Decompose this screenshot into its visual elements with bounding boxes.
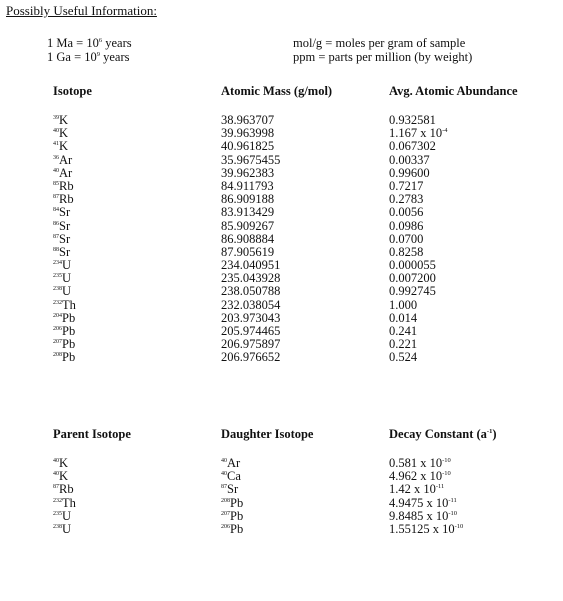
daughter-column	[221, 457, 243, 536]
unit-ppm: ppm = parts per million (by weight)	[293, 50, 473, 64]
mass-number: 238	[53, 523, 62, 530]
element-symbol: K	[59, 456, 69, 470]
mass-number: 235	[53, 510, 62, 517]
unit-ma: 1 $Ma = 10^6$ years	[47, 36, 132, 50]
element-symbol: K	[59, 126, 69, 141]
atomic-mass-cell: 232.038054	[221, 297, 281, 312]
mass-number: 232	[53, 497, 62, 504]
unit-molg: mol/g = moles per gram of sample	[293, 36, 466, 50]
mass-number: 40	[221, 458, 227, 464]
mass-number: 40	[221, 471, 227, 478]
element-symbol: Pb	[62, 324, 76, 338]
mass-number: 232	[53, 299, 62, 306]
mass-number: 41	[53, 141, 59, 148]
value-text: 4.962 x 10	[389, 469, 443, 484]
exponent: -10	[448, 509, 458, 517]
value-text: 0.00337	[389, 152, 430, 167]
element-symbol: U	[62, 271, 72, 286]
exponent: -10	[442, 457, 451, 464]
value-text: 0.007200	[389, 271, 436, 286]
element-symbol: Pb	[62, 350, 76, 365]
value-text: 0.241	[389, 324, 418, 338]
element-symbol: K	[59, 113, 69, 127]
element-symbol: Sr	[59, 218, 71, 233]
mass-number: 204	[53, 312, 62, 319]
mass-header: Atomic Mass (g/mol)	[221, 84, 333, 98]
element-symbol: Sr	[59, 205, 71, 220]
mass-number: 84	[53, 207, 59, 214]
exponent: -10	[454, 522, 464, 530]
mass-number: 87	[53, 233, 59, 240]
value-text: 1.42 x 10	[389, 482, 436, 497]
constant-column	[389, 457, 463, 536]
page-heading: Possibly Useful Information:	[6, 3, 157, 18]
element-symbol: K	[59, 469, 69, 484]
value-text: 0.8258	[389, 244, 424, 259]
value-text: 9.8485 x 10	[389, 508, 449, 523]
value-text: 0.99600	[389, 165, 430, 180]
element-symbol: Pb	[230, 495, 244, 510]
mass-number: 235	[53, 273, 62, 280]
mass-number: 208	[53, 352, 62, 359]
value-text: 0.0700	[389, 231, 424, 246]
mass-number: 207	[53, 339, 62, 346]
atomic-mass-cell: 39.962383	[221, 165, 275, 180]
mass-number: 207	[221, 510, 230, 517]
mass-number: 206	[53, 326, 62, 332]
abundance-column	[389, 114, 448, 365]
atomic-mass-cell: 86.908884	[221, 231, 275, 246]
mass-number: 40	[53, 167, 59, 174]
mass-number: 87	[221, 484, 227, 491]
element-symbol: Ca	[227, 469, 241, 484]
mass-number: 40	[53, 458, 59, 464]
mass-number: 87	[53, 484, 59, 491]
mass-number: 86	[53, 220, 59, 227]
value-text: 0.000055	[389, 258, 436, 273]
element-symbol: Rb	[59, 178, 74, 193]
value-text: 1.55125 x 10	[389, 521, 455, 536]
mass-number: 88	[53, 246, 59, 253]
atomic-mass-cell: 35.9675455	[221, 152, 281, 167]
element-symbol: Rb	[59, 192, 74, 207]
value-text: 0.581 x 10	[389, 456, 443, 470]
mass-number: 206	[221, 523, 230, 530]
parent-column	[53, 457, 76, 536]
atomic-mass-cell: 203.973043	[221, 310, 281, 325]
value-text: 0.067302	[389, 139, 436, 154]
value-text: 0.221	[389, 337, 418, 352]
atomic-mass-cell: 40.961825	[221, 139, 275, 154]
exponent: -4	[442, 127, 448, 135]
element-symbol: Pb	[62, 310, 76, 325]
unit-ga: 1 $Ga = 10^9$ years	[47, 50, 130, 64]
parent-header: Parent Isotope	[53, 427, 131, 441]
element-symbol: Ar	[59, 165, 73, 180]
element-symbol: Th	[62, 495, 76, 510]
element-symbol: Pb	[230, 521, 244, 536]
atomic-mass-cell: 39.963998	[221, 126, 275, 141]
mass-number: 39	[53, 115, 59, 121]
element-symbol: Ar	[227, 456, 241, 470]
element-symbol: U	[62, 508, 72, 523]
exponent: -11	[435, 483, 445, 491]
element-symbol: Pb	[62, 337, 76, 352]
abundance-header: Avg. Atomic Abundance	[389, 84, 518, 98]
atomic-mass-cell: 38.963707	[221, 113, 275, 127]
value-text: 1.000	[389, 297, 418, 312]
daughter-isotope-cell	[221, 523, 243, 536]
value-text: 1.167 x 10	[389, 126, 443, 141]
atomic-mass-cell: 235.043928	[221, 271, 281, 286]
abundance-cell	[389, 351, 448, 364]
daughter-header: Daughter Isotope	[221, 427, 314, 441]
isotope-column	[53, 114, 76, 365]
element-symbol: Th	[62, 297, 76, 312]
mass-number: 85	[53, 180, 59, 187]
mass-number: 234	[53, 260, 62, 267]
value-text: 0.932581	[389, 113, 436, 127]
value-text: 0.0056	[389, 205, 424, 220]
element-symbol: Sr	[227, 482, 239, 497]
exponent: -11	[448, 496, 457, 504]
element-symbol: Pb	[230, 508, 244, 523]
atomic-mass-cell: 86.909188	[221, 192, 275, 207]
exponent: -10	[442, 470, 451, 478]
mass-number: 40	[53, 128, 59, 135]
mass-number: 238	[53, 286, 62, 293]
element-symbol: U	[62, 521, 72, 536]
value-text: 0.992745	[389, 284, 436, 299]
atomic-mass-cell: 84.911793	[221, 178, 274, 193]
value-text: 0.014	[389, 310, 418, 325]
value-text: 0.2783	[389, 192, 424, 207]
value-text: 0.7217	[389, 178, 424, 193]
atomic-mass-cell: 238.050788	[221, 284, 281, 299]
atomic-mass-cell: 85.909267	[221, 218, 275, 233]
value-text: 0.524	[389, 350, 418, 365]
mass-column	[221, 114, 280, 365]
mass-number: 40	[53, 471, 59, 478]
mass-number: 36	[53, 154, 59, 161]
element-symbol: K	[59, 139, 69, 154]
atomic-mass-cell: 234.040951	[221, 258, 281, 273]
element-symbol: U	[62, 258, 72, 273]
atomic-mass-cell: 206.975897	[221, 337, 281, 352]
atomic-mass-cell: 83.913429	[221, 205, 275, 220]
element-symbol: Rb	[59, 482, 74, 497]
mass-number: 87	[53, 194, 59, 201]
element-symbol: Ar	[59, 152, 73, 167]
value-text: 4.9475 x 10	[389, 495, 449, 510]
atomic-mass-cell: 206.976652	[221, 350, 281, 365]
constant-header: Decay Constant $(a^{-1})$	[389, 427, 497, 441]
mass-number: 208	[221, 497, 230, 504]
element-symbol: U	[62, 284, 72, 299]
isotope-cell	[53, 351, 76, 364]
element-symbol: Sr	[59, 231, 71, 246]
element-symbol: Sr	[59, 244, 71, 259]
value-text: 0.0986	[389, 218, 424, 233]
atomic-mass-cell: 205.974465	[221, 324, 281, 338]
decay-constant-cell	[389, 523, 463, 536]
parent-isotope-cell	[53, 523, 76, 536]
isotope-header: Isotope	[53, 84, 92, 98]
atomic-mass-cell: 87.905619	[221, 244, 275, 259]
